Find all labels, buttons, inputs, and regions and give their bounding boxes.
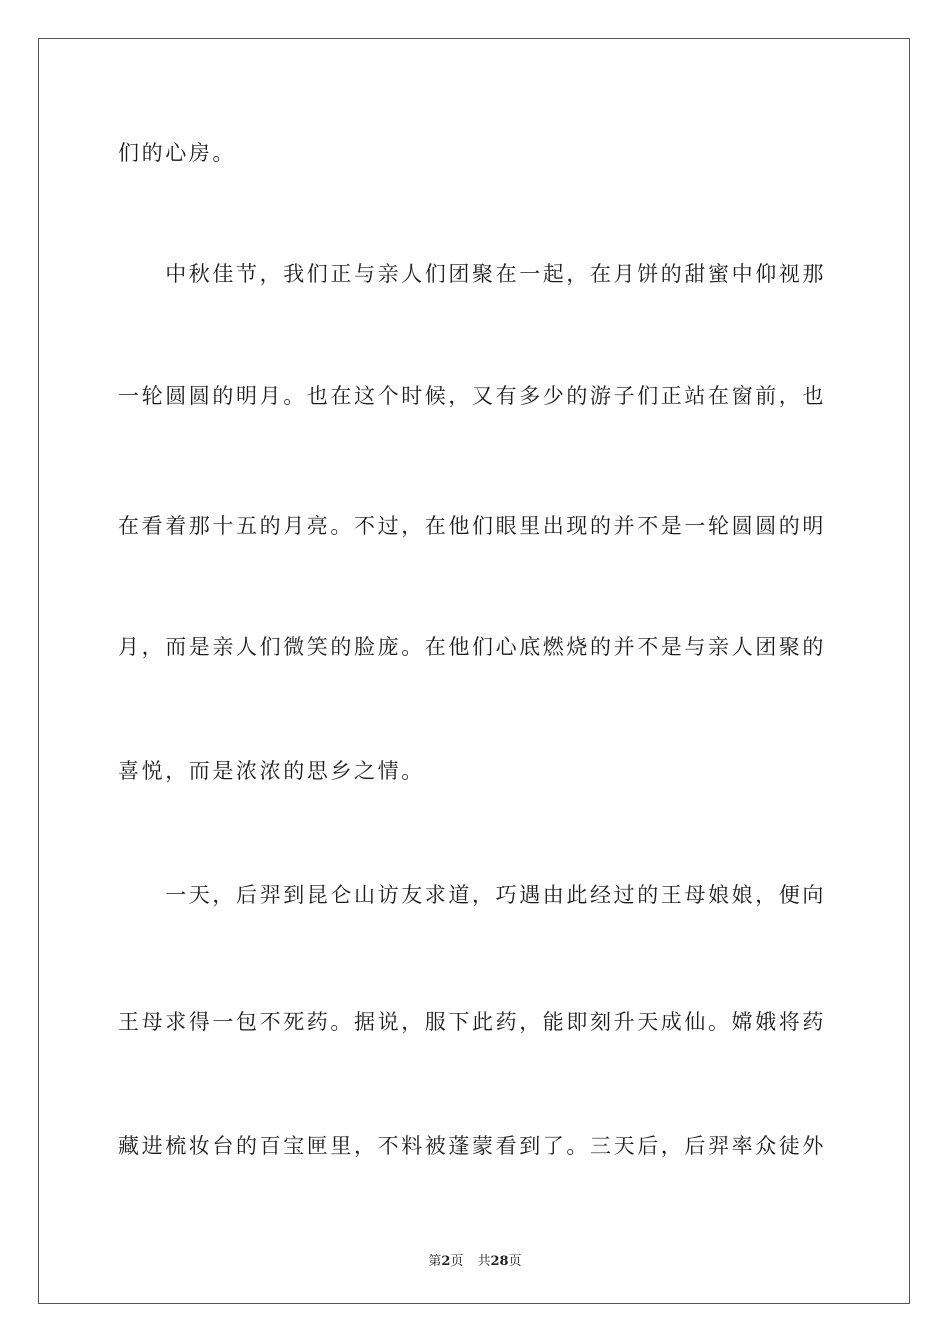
page-border [38,38,910,1304]
page-number: 2 [441,1254,451,1269]
text-line: 喜悦，而是浓浓的思乡之情。 [118,759,425,783]
page-prefix: 第 [428,1254,442,1269]
page-suffix: 页 [450,1254,464,1269]
text-line: 中秋佳节，我们正与亲人们团聚在一起，在月饼的甜蜜中仰视那 [118,262,826,286]
total-suffix: 页 [508,1254,522,1269]
text-line: 王母求得一包不死药。据说，服下此药，能即刻升天成仙。嫦娥将药 [118,1010,826,1034]
text-line: 一天，后羿到昆仑山访友求道，巧遇由此经过的王母娘娘，便向 [118,883,826,907]
total-pages: 28 [490,1254,509,1269]
text-line: 一轮圆圆的明月。也在这个时候，又有多少的游子们正站在窗前，也 [118,384,826,408]
text-line: 在看着那十五的月亮。不过，在他们眼里出现的并不是一轮圆圆的明 [118,514,826,538]
page-footer [0,1250,950,1269]
text-line: 们的心房。 [118,141,236,165]
text-line: 月，而是亲人们微笑的脸庞。在他们心底燃烧的并不是与亲人团聚的 [118,635,826,659]
total-prefix: 共 [477,1254,491,1269]
text-line: 藏进梳妆台的百宝匣里，不料被蓬蒙看到了。三天后，后羿率众徒外 [118,1134,826,1158]
